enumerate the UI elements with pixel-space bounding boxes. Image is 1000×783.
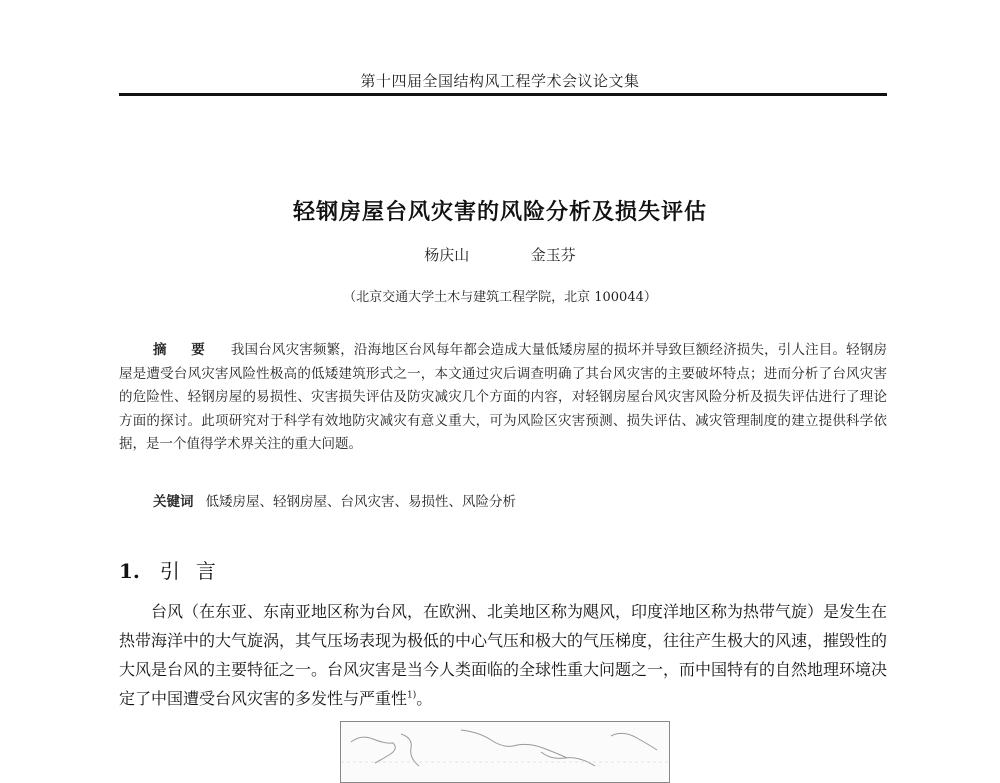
citation-mark: 1) [407,690,417,701]
keywords [153,490,887,510]
abstract-text: 我国台风灾害频繁，沿海地区台风每年都会造成大量低矮房屋的损坏并导致巨额经济损失，引人注目。轻钢房屋是遭受台风灾害风险性极高的低矮建筑形式之一，本文通过灾后调查明确了其台风灾害的主要破坏特点；进而分析了台风灾害的危险性、轻钢房屋的易损性、灾害损失评估及防灾减灾几个方面的内容，对轻钢房屋台风灾害风险分析及损失评估进行了理论方面的探讨。此项研究对于科学有效地防灾减灾有意义重大，可为风险区灾害预测、损失评估、减灾管理制度的建立提供科学依据，是一个值得学术界关注的重大问题。 [119,342,887,452]
section-heading [119,555,232,584]
paragraph-end: 。 [416,689,433,708]
keywords-text: 低矮房屋、轻钢房屋、台风灾害、易损性、风险分析 [205,494,516,510]
paragraph-text: 台风（在东亚、东南亚地区称为台风，在欧洲、北美地区称为飓风，印度洋地区称为热带气旋）是发生在热带海洋中的大气旋涡，其气压场表现为极低的中心气压和极大的气压梯度，往往产生极大的风速，摧毁性的大风是台风的主要特征之一。台风灾害是当今人类面临的全球性重大问题之一，而中国特有的自然地理环境决定了中国遭受台风灾害的多发性与严重性 [119,602,888,708]
map-outline-graphic [341,722,669,782]
author-2: 金玉芬 [530,246,576,264]
figure-world-map [340,721,670,783]
keywords-label: 关键词 [153,494,194,510]
running-header: 第十四届全国结构风工程学术会议论文集 [360,72,640,90]
abstract-label: 摘 要 [153,342,215,358]
section-title: 引言 [159,559,232,583]
header-rule [119,93,887,96]
abstract [119,339,887,457]
body-paragraph [119,597,887,713]
author-1: 杨庆山 [424,246,470,264]
section-number: 1. [119,559,140,583]
affiliation: （北京交通大学土木与建筑工程学院，北京 100044） [343,290,657,305]
paper-title: 轻钢房屋台风灾害的风险分析及损失评估 [292,200,707,225]
author-list [0,244,1000,265]
